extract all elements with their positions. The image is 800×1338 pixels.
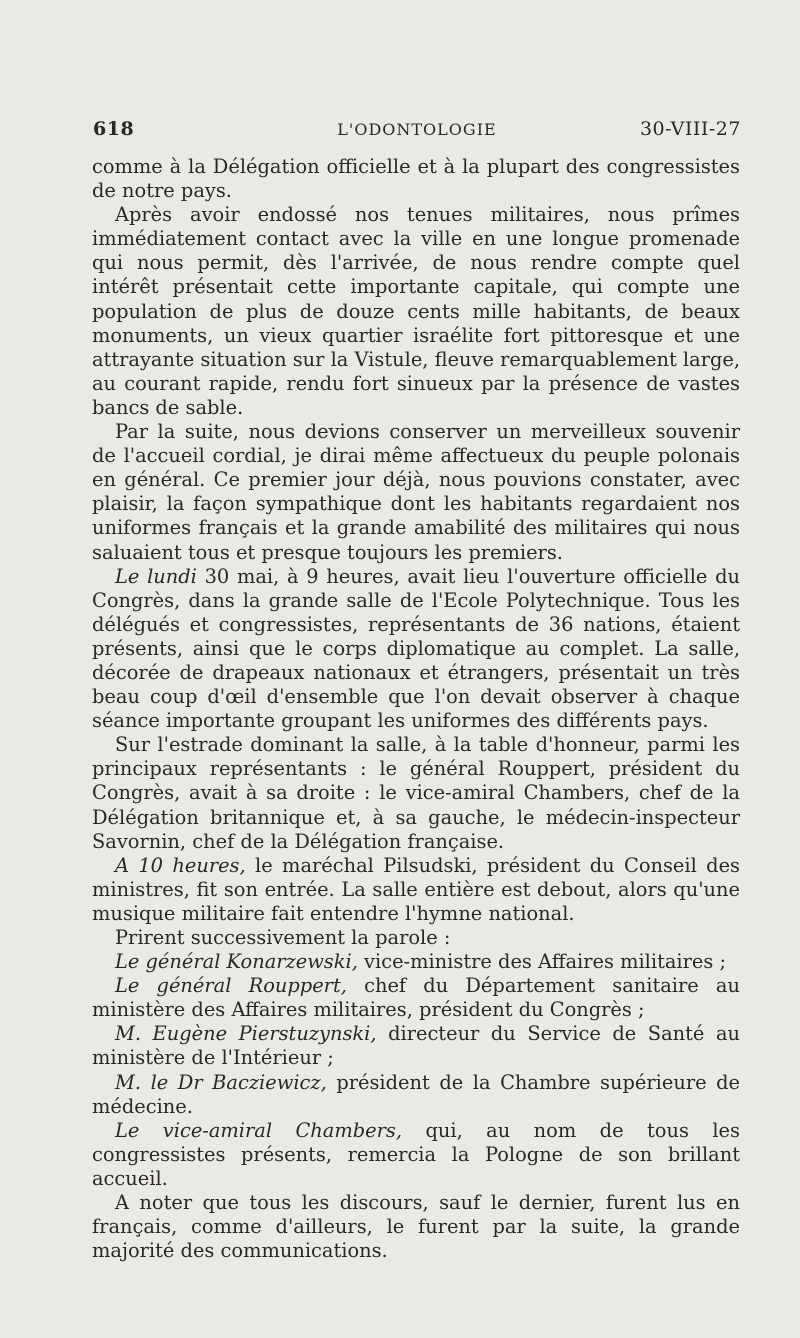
- paragraph: A 10 heures, le maréchal Pilsudski, président du Conseil des ministres, fit son entrée. La salle entière est debout, alors qu'une musique militaire fait entendre l'hymne national.: [92, 853, 740, 925]
- paragraph: M. le Dr Bacziewicz, président de la Chambre supérieure de médecine.: [92, 1070, 741, 1118]
- italic-lead: Le lundi: [115, 564, 197, 588]
- paragraph: A noter que tous les discours, sauf le dernier, furent lus en français, comme d'ailleurs, le furent par la suite, la grande majorité des communications.: [92, 1191, 740, 1263]
- paragraph: Par la suite, nous devions conserver un merveilleux souvenir de l'accueil cordial, je dirai même affectueux du peuple polonais en général. Ce premier jour déjà, nous pouvions constater, avec plaisir, la façon sympathique dont les habitants regardaient nos uniformes français et la grande amabilité des militaires qui nous saluaient tous et presque toujours les premiers.: [92, 420, 740, 564]
- paragraph: Le vice-amiral Chambers, qui, au nom de tous les congressistes présents, remercia la Pologne de son brillant accueil.: [92, 1118, 740, 1190]
- paragraph: Le général Konarzewski, vice-ministre des Affaires militaires ;: [115, 950, 727, 974]
- paragraph: Prirent successivement la parole :: [115, 926, 451, 949]
- italic-lead: Le général Rouppert,: [115, 974, 347, 998]
- body-text: [92, 155, 740, 1263]
- paragraph: Après avoir endossé nos tenues militaires, nous prîmes immédiatement contact avec la ville en une longue promenade qui nous permit, dès l'arrivée, de nous rendre compte quel intérêt présentait cette importante capitale, qui compte une population de plus de douze cents mille habitants, de beaux monuments, un vieux quartier israélite fort pittoresque et une attrayante situation sur la Vistule, fleuve remarquablement large, au courant rapide, rendu fort sinueux par la présence de vastes bancs de sable.: [92, 203, 741, 419]
- italic-lead: A 10 heures,: [115, 853, 246, 877]
- italic-lead: Le général Konarzewski,: [115, 950, 358, 974]
- paragraph: Sur l'estrade dominant la salle, à la table d'honneur, parmi les principaux représentants : le général Rouppert, président du Congrès, avait à sa droite : le vice-amiral Chambers, chef de la Délégation britannique et, à sa gauche, le médecin-inspecteur Savornin, chef de la Délégation française.: [92, 733, 740, 853]
- journal-title: L'ODONTOLOGIE: [337, 120, 497, 139]
- page-number: 618: [93, 118, 135, 140]
- issue-date: 30-VIII-27: [639, 118, 741, 140]
- paragraph: M. Eugène Pierstuzynski, directeur du Service de Santé au ministère de l'Intérieur ;: [92, 1022, 740, 1070]
- italic-lead: Le vice-amiral Chambers,: [115, 1118, 403, 1142]
- paragraph: Le général Rouppert, chef du Département sanitaire au ministère des Affaires militaires, président du Congrès ;: [92, 974, 740, 1022]
- paragraph: Le lundi 30 mai, à 9 heures, avait lieu l'ouverture officielle du Congrès, dans la grande salle de l'Ecole Polytechnique. Tous les délégués et congressistes, représentants de 36 nations, étaient présents, ainsi que le corps diplomatique au complet. La salle, décorée de drapeaux nationaux et étrangers, présentait un très beau coup d'œil d'ensemble que l'on devait observer à chaque séance importante groupant les uniformes des différents pays.: [92, 564, 740, 733]
- italic-lead: M. Eugène Pierstuzynski,: [115, 1022, 377, 1046]
- italic-lead: M. le Dr Bacziewicz,: [115, 1070, 327, 1094]
- running-header: [93, 118, 741, 148]
- paragraph: comme à la Délégation officielle et à la plupart des congressistes de notre pays.: [92, 155, 740, 203]
